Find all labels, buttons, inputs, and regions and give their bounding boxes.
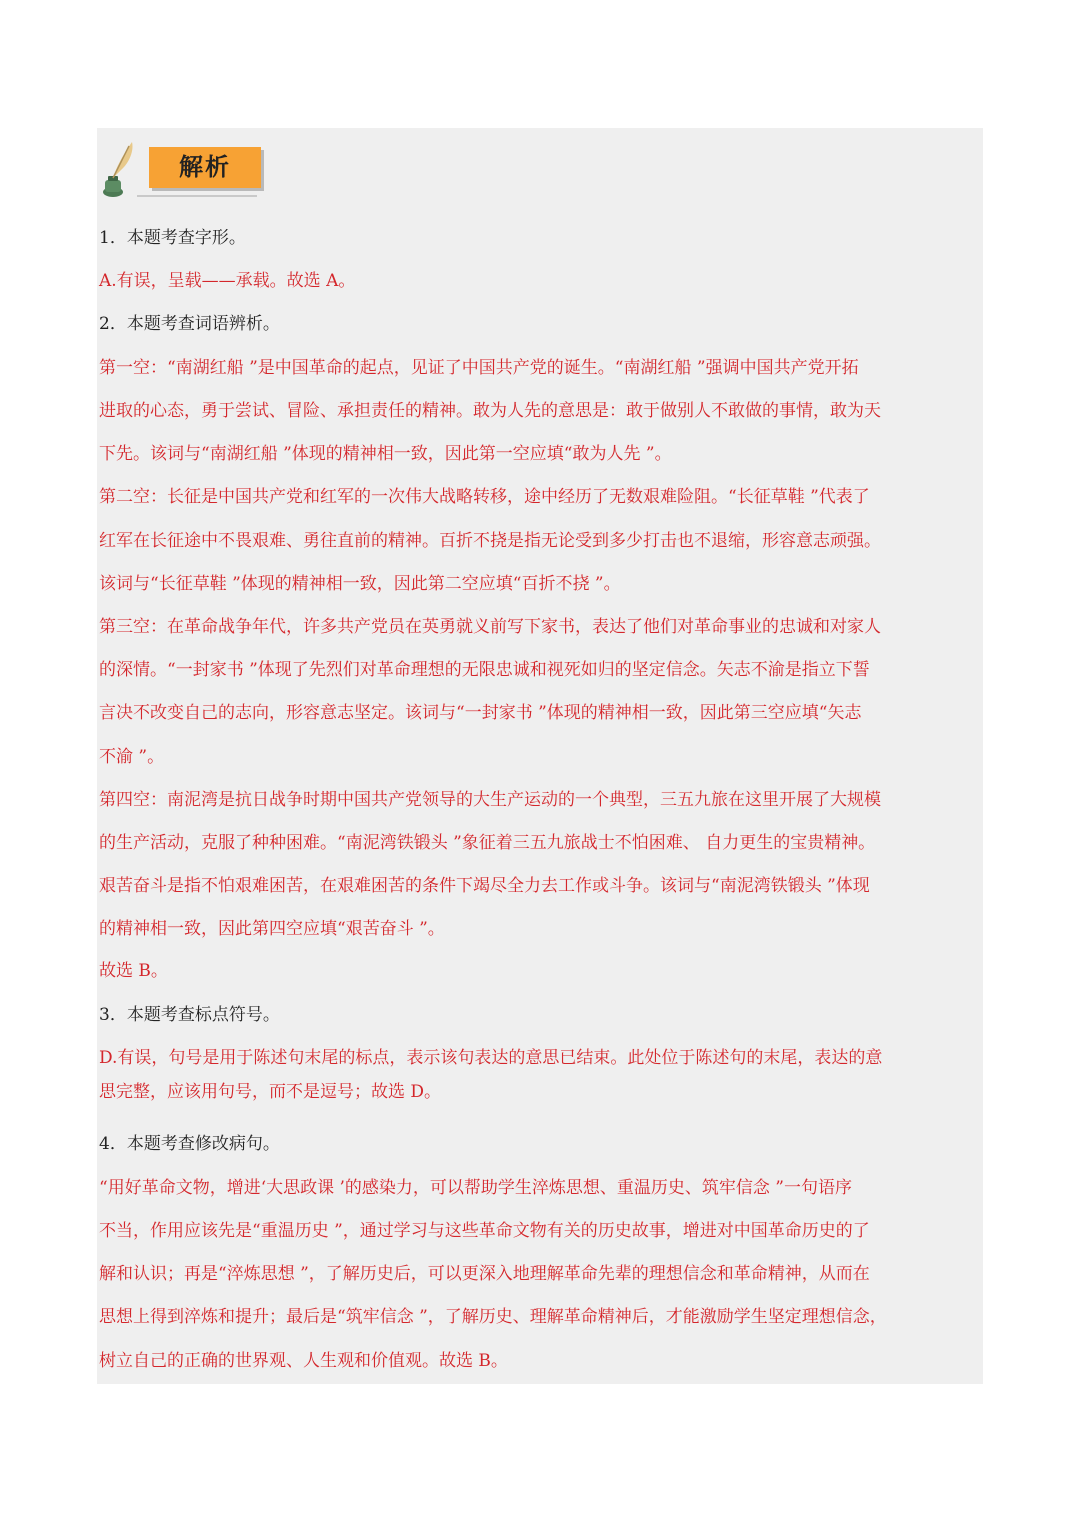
q2-line: 第二空：长征是中国共产党和红军的一次伟大战略转移，途中经历了无数艰难险阻。“长征草鞋 ”代表了 [99, 487, 870, 507]
q2-line: 的精神相一致，因此第四空应填“艰苦奋斗 ”。 [99, 919, 445, 939]
q4-line: 不当，作用应该先是“重温历史 ”，通过学习与这些革命文物有关的历史故事，增进对中国革命历史的了 [99, 1221, 870, 1241]
q2-line: 不渝 ”。 [99, 747, 165, 767]
q3-line: 思完整，应该用句号，而不是逗号；故选 D。 [99, 1082, 442, 1102]
q4-line: 思想上得到淬炼和提升；最后是“筑牢信念 ”，了解历史、理解革命精神后，才能激励学生坚定理想信念， [99, 1307, 887, 1327]
q2-line: 言决不改变自己的志向，形容意志坚定。该词与“一封家书 ”体现的精神相一致，因此第三空应填“矢志 [99, 703, 862, 723]
q2-line: 进取的心态，勇于尝试、冒险、承担责任的精神。敢为人先的意思是：敢于做别人不敢做的事情，敢为天 [99, 401, 881, 421]
q4-heading: 4．本题考查修改病句。 [99, 1134, 280, 1154]
q2-line: 的生产活动，克服了种种困难。“南泥湾铁锻头 ”象征着三五九旅战士不怕困难、 自力更生的宝贵精神。 [99, 833, 876, 853]
header-underline [137, 195, 257, 197]
quill-inkwell-icon [99, 140, 145, 200]
q3-heading: 3．本题考查标点符号。 [99, 1005, 280, 1025]
q2-heading: 2．本题考查词语辨析。 [99, 314, 280, 334]
q4-line: “用好革命文物，增进‘大思政课 ’的感染力，可以帮助学生淬炼思想、重温历史、筑牢信念 ”一句语序 [99, 1178, 852, 1198]
analysis-header [97, 140, 297, 200]
q2-line: 该词与“长征草鞋 ”体现的精神相一致，因此第二空应填“百折不挠 ”。 [99, 574, 621, 594]
q2-line: 第一空：“南湖红船 ”是中国革命的起点，见证了中国共产党的诞生。“南湖红船 ”强调中国共产党开拓 [99, 358, 859, 378]
section-title: 解析 [149, 147, 261, 188]
q3-line: D.有误，句号是用于陈述句末尾的标点，表示该句表达的意思已结束。此处位于陈述句的末尾，表达的意 [99, 1048, 883, 1068]
q2-line: 第三空：在革命战争年代，许多共产党员在英勇就义前写下家书，表达了他们对革命事业的忠诚和对家人 [99, 617, 881, 637]
q2-answer: 故选 B。 [99, 961, 168, 981]
q2-line: 的深情。“一封家书 ”体现了先烈们对革命理想的无限忠诚和视死如归的坚定信念。矢志不渝是指立下誓 [99, 660, 870, 680]
q2-line: 艰苦奋斗是指不怕艰难困苦，在艰难困苦的条件下竭尽全力去工作或斗争。该词与“南泥湾铁锻头 ”体现 [99, 876, 870, 896]
q4-line: 树立自己的正确的世界观、人生观和价值观。故选 B。 [99, 1351, 508, 1371]
q2-line: 下先。该词与“南湖红船 ”体现的精神相一致，因此第一空应填“敢为人先 ”。 [99, 444, 672, 464]
q4-line: 解和认识；再是“淬炼思想 ”，了解历史后，可以更深入地理解革命先辈的理想信念和革命精神，从而在 [99, 1264, 870, 1284]
q2-line: 第四空：南泥湾是抗日战争时期中国共产党领导的大生产运动的一个典型，三五九旅在这里开展了大规模 [99, 790, 881, 810]
q1-answer: A.有误，呈载——承载。故选 A。 [99, 271, 356, 291]
q2-line: 红军在长征途中不畏艰难、勇往直前的精神。百折不挠是指无论受到多少打击也不退缩，形容意志顽强。 [99, 531, 881, 551]
q1-heading: 1．本题考查字形。 [99, 228, 246, 248]
